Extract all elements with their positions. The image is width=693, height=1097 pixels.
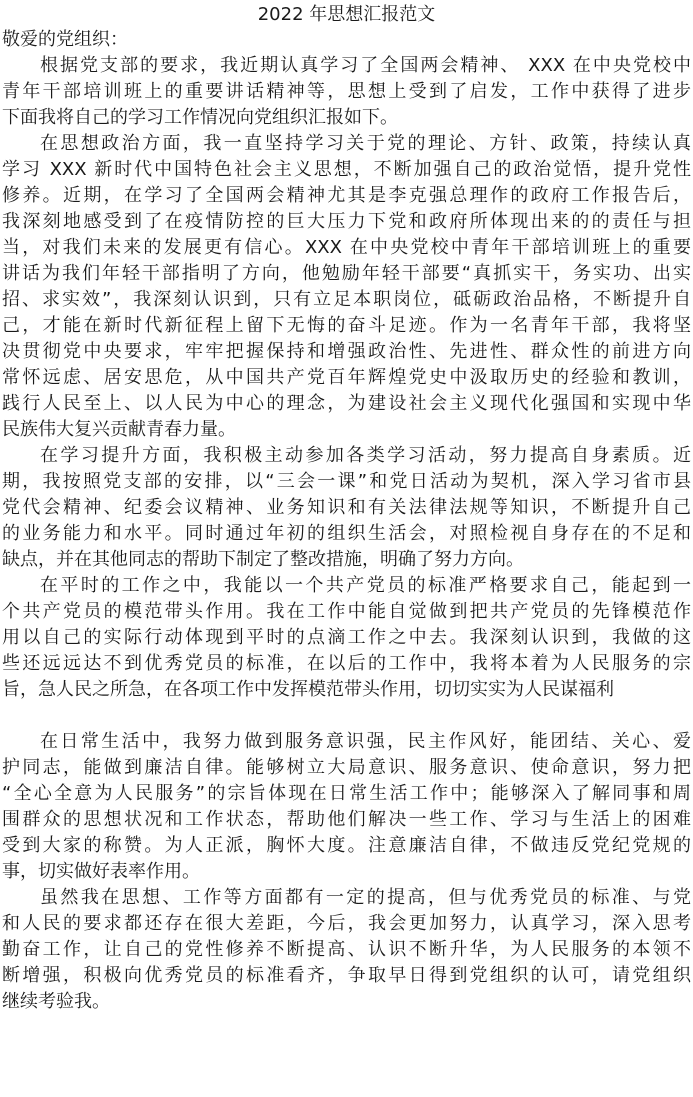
paragraph-line: 党代会精神、纪委会议精神、业务知识和有关法律法规等知识，不断提升自己 [2,497,691,518]
paragraph [2,729,691,885]
paragraph-line: 在平时的工作之中，我能以一个共产党员的标准严格要求自己，能起到一 [40,575,691,596]
paragraph-line: 决贯彻党中央要求，牢牢把握保持和增强政治性、先进性、群众性的前进方向 [2,341,691,362]
paragraph-line: 勤奋工作，让自己的党性修养不断提高、认识不断升华，为人民服务的本领不 [2,939,691,960]
paragraph [2,53,691,131]
paragraph-line: 在思想政治方面，我一直坚持学习关于党的理论、方针、政策，持续认真 [40,133,691,154]
paragraph-line: 当，对我们未来的发展更有信心。XXX 在中央党校中青年干部培训班上的重要 [2,237,691,258]
paragraph-line: 受到大家的称赞。为人正派，胸怀大度。注意廉洁自律，不做违反党纪党规的 [2,835,691,856]
paragraph-line: 民族伟大复兴贡献青春力量。 [2,419,236,440]
paragraph-line: 己，才能在新时代新征程上留下无悔的奋斗足迹。作为一名青年干部，我将坚 [2,315,691,336]
paragraph-line: 在学习提升方面，我积极主动参加各类学习活动，努力提高自身素质。近 [40,445,691,466]
paragraph-line: 个共产党员的模范带头作用。我在工作中能自觉做到把共产党员的先锋模范作 [2,601,691,622]
paragraph-line: 修养。近期，在学习了全国两会精神尤其是李克强总理作的政府工作报告后， [2,185,691,206]
paragraph-line: 讲话为我们年轻干部指明了方向，他勉励年轻干部要“真抓实干，务实功、出实 [2,263,691,284]
paragraph-line: 围群众的思想状况和工作状态，帮助他们解决一些工作、学习与生活上的困难 [2,809,691,830]
paragraph-line: 在日常生活中，我努力做到服务意识强，民主作风好，能团结、关心、爱 [40,731,691,752]
paragraph-line: 青年干部培训班上的重要讲话精神等，思想上受到了启发，工作中获得了进步 [2,81,691,102]
paragraph [2,131,691,443]
paragraph-line: 下面我将自己的学习工作情况向党组织汇报如下。 [2,107,398,128]
paragraph-line: 旨，急人民之所急，在各项工作中发挥模范带头作用，切切实实为人民谋福利 [2,679,614,700]
paragraph-line: 虽然我在思想、工作等方面都有一定的提高，但与优秀党员的标准、与党 [40,887,691,908]
paragraph-line: 招、求实效”，我深刻认识到，只有立足本职岗位，砥砺政治品格，不断提升自 [2,289,691,310]
paragraph-line: “全心全意为人民服务”的宗旨体现在日常生活工作中；能够深入了解同事和周 [2,783,691,804]
paragraph-line: 的业务能力和水平。同时通过年初的组织生活会，对照检视自身存在的不足和 [2,523,691,544]
paragraph-line: 事，切实做好表率作用。 [2,861,200,882]
document-title: 2022 年思想汇报范文 [257,4,436,25]
paragraph-line: 根据党支部的要求，我近期认真学习了全国两会精神、 XXX 在中央党校中 [40,55,691,76]
document-body [2,53,691,1015]
paragraph-line: 和人民的要求都还存在很大差距，今后，我会更加努力，认真学习，深入思考 [2,913,691,934]
paragraph-line: 学习 XXX 新时代中国特色社会主义思想，不断加强自己的政治觉悟，提升党性 [2,159,691,180]
paragraph-line: 些还远远达不到优秀党员的标准，在以后的工作中，我将本着为人民服务的宗 [2,653,691,674]
paragraph [2,443,691,573]
paragraph-line: 我深刻地感受到了在疫情防控的巨大压力下党和政府所体现出来的的责任与担 [2,211,691,232]
paragraph [2,885,691,1015]
paragraph-line: 用以自己的实际行动体现到平时的点滴工作之中去。我深刻认识到，我做的这 [2,627,691,648]
paragraph-line: 践行人民至上、以人民为中心的理念，为建设社会主义现代化强国和实现中华 [2,393,691,414]
paragraph [2,573,691,703]
paragraph-line: 期，我按照党支部的安排，以“三会一课”和党日活动为契机，深入学习省市县 [2,471,691,492]
paragraph-line: 护同志，能做到廉洁自律。能够树立大局意识、服务意识、使命意识，努力把 [2,757,691,778]
paragraph-line: 常怀远虑、居安思危，从中国共产党百年辉煌党史中汲取历史的经验和教训， [2,367,691,388]
greeting: 敬爱的党组织： [2,29,128,50]
blank-line [2,703,691,729]
paragraph-line: 缺点，并在其他同志的帮助下制定了整改措施，明确了努力方向。 [2,549,524,570]
paragraph-line: 继续考验我。 [2,991,110,1012]
paragraph-line: 断增强，积极向优秀党员的标准看齐，争取早日得到党组织的认可，请党组织 [2,965,691,986]
